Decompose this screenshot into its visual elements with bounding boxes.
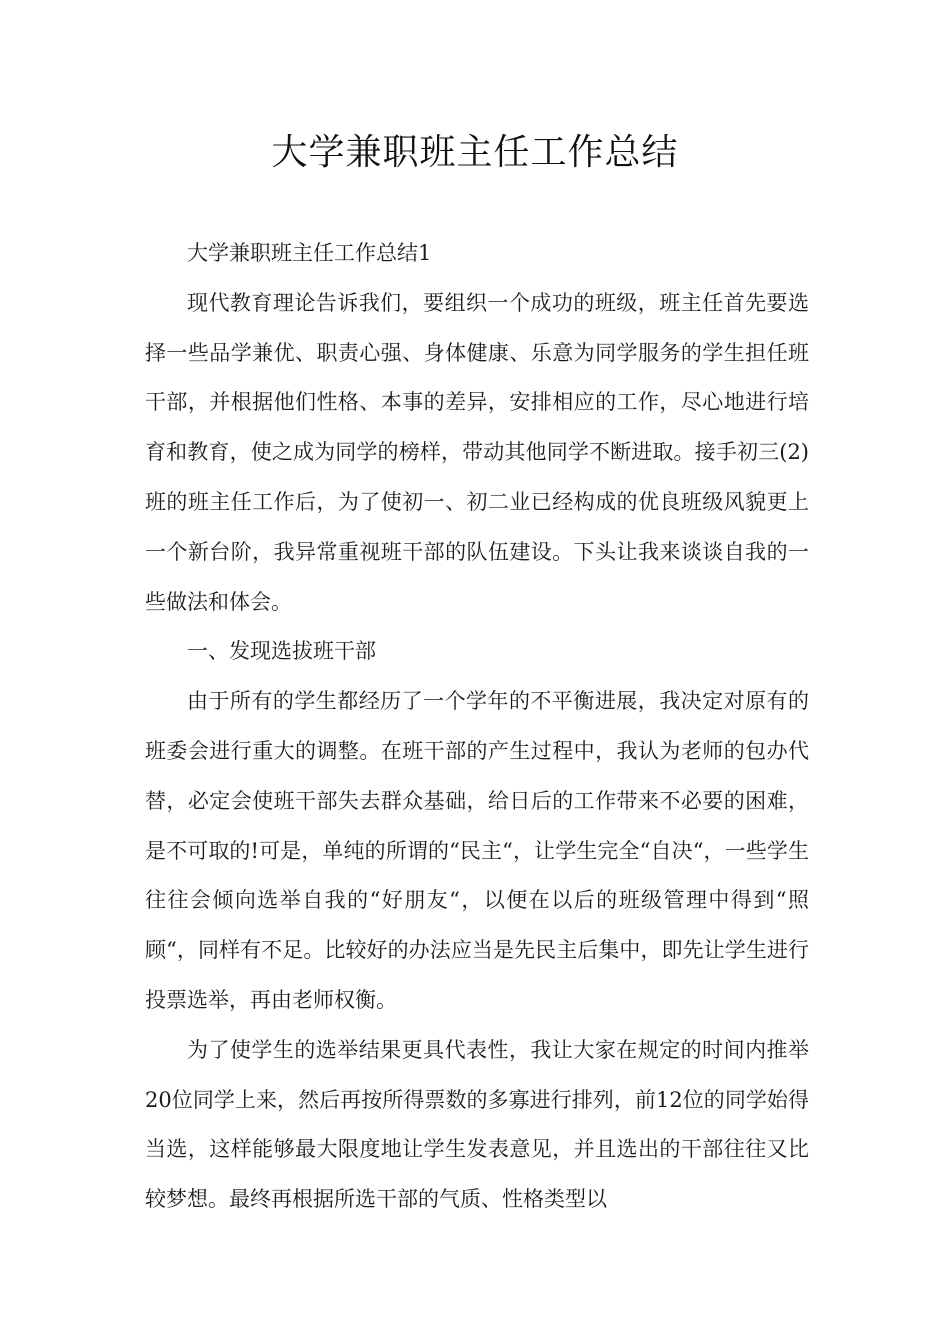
paragraph: 为了使学生的选举结果更具代表性，我让大家在规定的时间内推举20位同学上来，然后再按所得票数的多寡进行排列，前12位的同学始得当选，这样能够最大限度地让学生发表意见，并且选出的干部往往又比较梦想。最终再根据所选干部的气质、性格类型以 (145, 1037, 809, 1212)
document-body (145, 229, 809, 1225)
document-title: 大学兼职班主任工作总结 (271, 132, 679, 173)
paragraph: 现代教育理论告诉我们，要组织一个成功的班级，班主任首先要选择一些品学兼优、职责心强、身体健康、乐意为同学服务的学生担任班干部，并根据他们性格、本事的差异，安排相应的工作，尽心地进行培育和教育，使之成为同学的榜样，带动其他同学不断进取。接手初三(2)班的班主任工作后，为了使初一、初二业已经构成的优良班级风貌更上一个新台阶，我异常重视班干部的队伍建设。下头让我来谈谈自我的一些做法和体会。 (145, 290, 809, 614)
paragraph: 由于所有的学生都经历了一个学年的不平衡进展，我决定对原有的班委会进行重大的调整。在班干部的产生过程中，我认为老师的包办代替，必定会使班干部失去群众基础，给日后的工作带来不必要的困难，是不可取的!可是，单纯的所谓的“民主“，让学生完全“自决“，一些学生往往会倾向选举自我的“好朋友“，以便在以后的班级管理中得到“照顾“，同样有不足。比较好的办法应当是先民主后集中，即先让学生进行投票选举，再由老师权衡。 (145, 689, 809, 1012)
section-heading: 一、发现选拔班干部 (187, 639, 376, 664)
section-heading: 大学兼职班主任工作总结1 (187, 241, 432, 265)
